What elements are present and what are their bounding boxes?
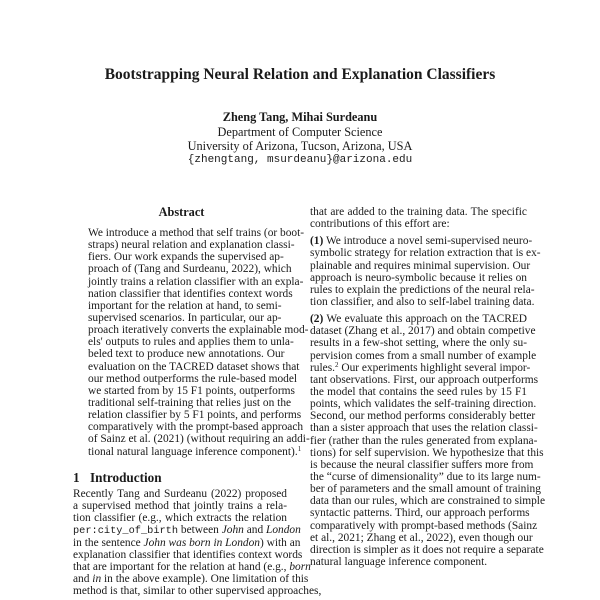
text-line: symbolic strategy for relation extraction that is ex-: [310, 247, 541, 260]
text-span: Our experiments highlight several impor-: [338, 361, 531, 374]
text-line: dataset (Zhang et al., 2017) and obtain competive: [310, 325, 536, 338]
text-line: traditional self-training that relies just on the: [88, 396, 292, 409]
text-span: in: [92, 572, 102, 585]
text-line: [73, 572, 309, 585]
text-span: rules.: [310, 361, 335, 374]
text-line: comparatively with the prompt-based approach: [88, 421, 304, 434]
text-span: (1): [310, 235, 324, 248]
text-line: els' outputs to rules and applies them to unla-: [88, 336, 294, 349]
text-line: [73, 536, 301, 549]
text-line: [73, 524, 301, 538]
text-line: natural language inference component.: [310, 555, 488, 568]
text-line: rules to explain the predictions of the neural rela-: [310, 283, 535, 296]
text-line: fiers. Our work expands the supervised ap-: [88, 251, 284, 264]
text-line: results in a few-shot setting, where the only su-: [310, 337, 527, 350]
text-span: born: [289, 560, 311, 573]
text-line: [310, 235, 533, 248]
text-line: tion classifier, and also to self-label training data.: [310, 295, 535, 308]
university: University of Arizona, Tucson, Arizona, USA: [187, 139, 413, 153]
text-line: data than our rules, which are constrained to simple: [310, 495, 546, 508]
abstract-heading: Abstract: [158, 205, 205, 219]
text-line: proach of (Tang and Surdeanu, 2022), which: [88, 263, 292, 276]
section-title: Introduction: [90, 470, 162, 485]
text-line: our method outperforms the rule-based model: [88, 372, 298, 385]
text-span: and: [243, 524, 267, 537]
text-line: [73, 560, 311, 573]
text-span: (2): [310, 313, 324, 326]
text-line: method is that, similar to other supervised approaches,: [73, 585, 322, 598]
text-span: that are important for the relation at hand (e.g.,: [73, 560, 290, 573]
text-line: Second, our method performs considerably better: [310, 410, 536, 423]
text-span: and: [73, 572, 93, 585]
text-line: direction is simpler as it does not require a separate: [310, 543, 544, 556]
text-line: [88, 444, 302, 458]
text-line: [310, 313, 527, 325]
text-span: between: [178, 524, 222, 537]
text-line: nation classifier that identifies context words: [88, 287, 293, 300]
authors: Zheng Tang, Mihai Surdeanu: [222, 110, 378, 124]
text-line: We introduce a method that self trains (or boot-: [88, 227, 305, 239]
text-line: relation classifier by 5 F1 points, and performs: [88, 409, 302, 422]
section-number: 1: [73, 470, 80, 485]
text-line: is because the neural classifier suffers more from: [310, 458, 534, 471]
text-span: ) with an: [259, 536, 301, 549]
text-line: straps) neural relation and explanation classi-: [88, 239, 295, 252]
text-span: per:city_of_birth: [73, 525, 179, 538]
email: {zhengtang, msurdeanu}@arizona.edu: [187, 154, 413, 166]
text-line: fier (rather than the rules generated from explana-: [310, 434, 538, 447]
text-span: We introduce a novel semi-supervised neuro-: [323, 235, 533, 248]
text-line: the model that contains the seed rules by 15 F1: [310, 385, 527, 398]
text-span: John was born in London: [143, 536, 260, 549]
text-span: We evaluate this approach on the TACRED: [323, 313, 527, 326]
right-column-body: [310, 206, 546, 568]
text-line: evaluation on the TACRED dataset shows that: [88, 360, 300, 373]
text-line: plainable and requires minimal supervision. Our: [310, 259, 531, 272]
abstract-body: [88, 227, 310, 458]
text-line: points, which validates the self-training direction.: [310, 398, 537, 411]
text-span: in the above example). One limitation of this: [101, 572, 309, 585]
introduction-body: [73, 488, 322, 598]
text-line: a supervised method that jointly trains a rela-: [73, 500, 287, 513]
text-span: London: [266, 524, 301, 537]
text-line: [310, 360, 531, 374]
text-line: et al., 2021; Zhang et al., 2022), even though our: [310, 531, 533, 544]
text-line: contributions of this effort are:: [310, 218, 450, 231]
text-span: John: [221, 524, 244, 537]
text-line: pervision comes from a small number of example: [310, 349, 537, 362]
text-line: important for the relation at hand, to semi-: [88, 299, 282, 312]
text-line: beled text to produce new annotations. Our: [88, 348, 285, 361]
text-line: we started from by 15 F1 points, outperforms: [88, 384, 295, 397]
text-line: proach iteratively converts the explainable mod-: [88, 324, 309, 337]
paper-title: Bootstrapping Neural Relation and Explanation Classifiers: [104, 66, 496, 83]
text-line: approach is neuro-symbolic because it relies on: [310, 271, 527, 284]
text-line: of Sainz et al. (2021) (without requiring an addi-: [88, 433, 310, 446]
text-line: tant observations. First, our approach outperforms: [310, 373, 539, 386]
text-line: syntactic patterns. Third, our approach performs: [310, 507, 530, 520]
footnote-marker[interactable]: 1: [297, 444, 302, 453]
text-line: supervised scenarios. In particular, our ap-: [88, 311, 282, 324]
section-heading-introduction: [73, 470, 162, 486]
text-line: that are added to the training data. The specific: [310, 206, 527, 218]
text-span: in the sentence: [73, 536, 144, 549]
text-line: ber of parameters and the small amount of training: [310, 483, 541, 496]
footnote-marker[interactable]: 2: [335, 360, 339, 369]
text-span: tional natural language inference component).: [88, 445, 298, 458]
text-line: tion classifier (e.g., which extracts the relation: [73, 512, 287, 525]
text-line: comparatively with prompt-based methods (Sainz: [310, 519, 538, 532]
text-line: explanation classifier that identifies context words: [73, 548, 303, 561]
department: Department of Computer Science: [217, 125, 383, 139]
text-line: jointly trains a relation classifier with an expla-: [88, 275, 304, 288]
text-line: tions) for self supervision. We hypothesize that this: [310, 446, 544, 459]
text-line: the “curse of dimensionality” due to its large num-: [310, 470, 541, 483]
text-line: Recently Tang and Surdeanu (2022) proposed: [73, 488, 287, 500]
text-line: than a sister approach that uses the relation classi-: [310, 422, 538, 435]
